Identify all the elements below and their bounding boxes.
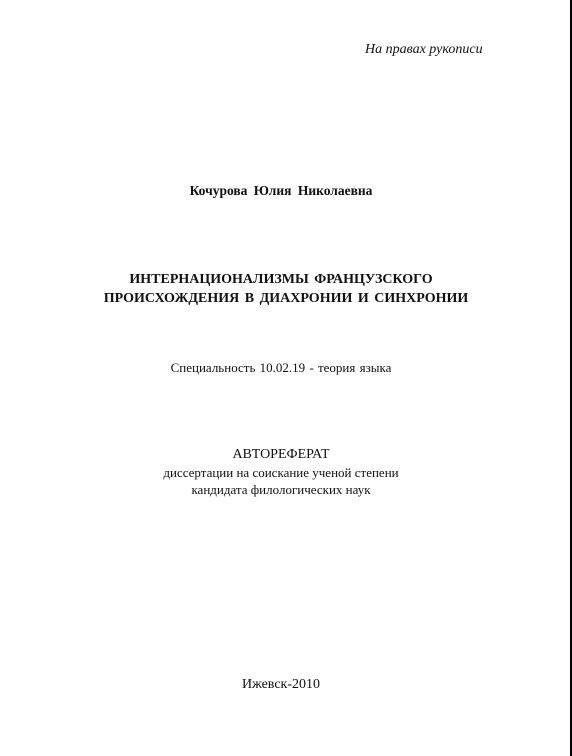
abstract-block [0,446,572,498]
manuscript-note: На правах рукописи [365,42,483,57]
abstract-line-1: диссертации на соискание ученой степени [163,465,399,480]
dissertation-title [0,270,572,308]
author-name: Кочурова Юлия Николаевна [189,183,373,198]
title-line-1: ИНТЕРНАЦИОНАЛИЗМЫ ФРАНЦУЗСКОГО [129,272,433,287]
specialty-line: Специальность 10.02.19 - теория языка [170,360,392,375]
abstract-label: АВТОРЕФЕРАТ [232,447,330,462]
place-year: Ижевск-2010 [241,677,321,692]
abstract-line-2: кандидата филологических наук [191,482,371,497]
title-line-2: ПРОИСХОЖДЕНИЯ В ДИАХРОНИИ И СИНХРОНИИ [103,291,469,306]
